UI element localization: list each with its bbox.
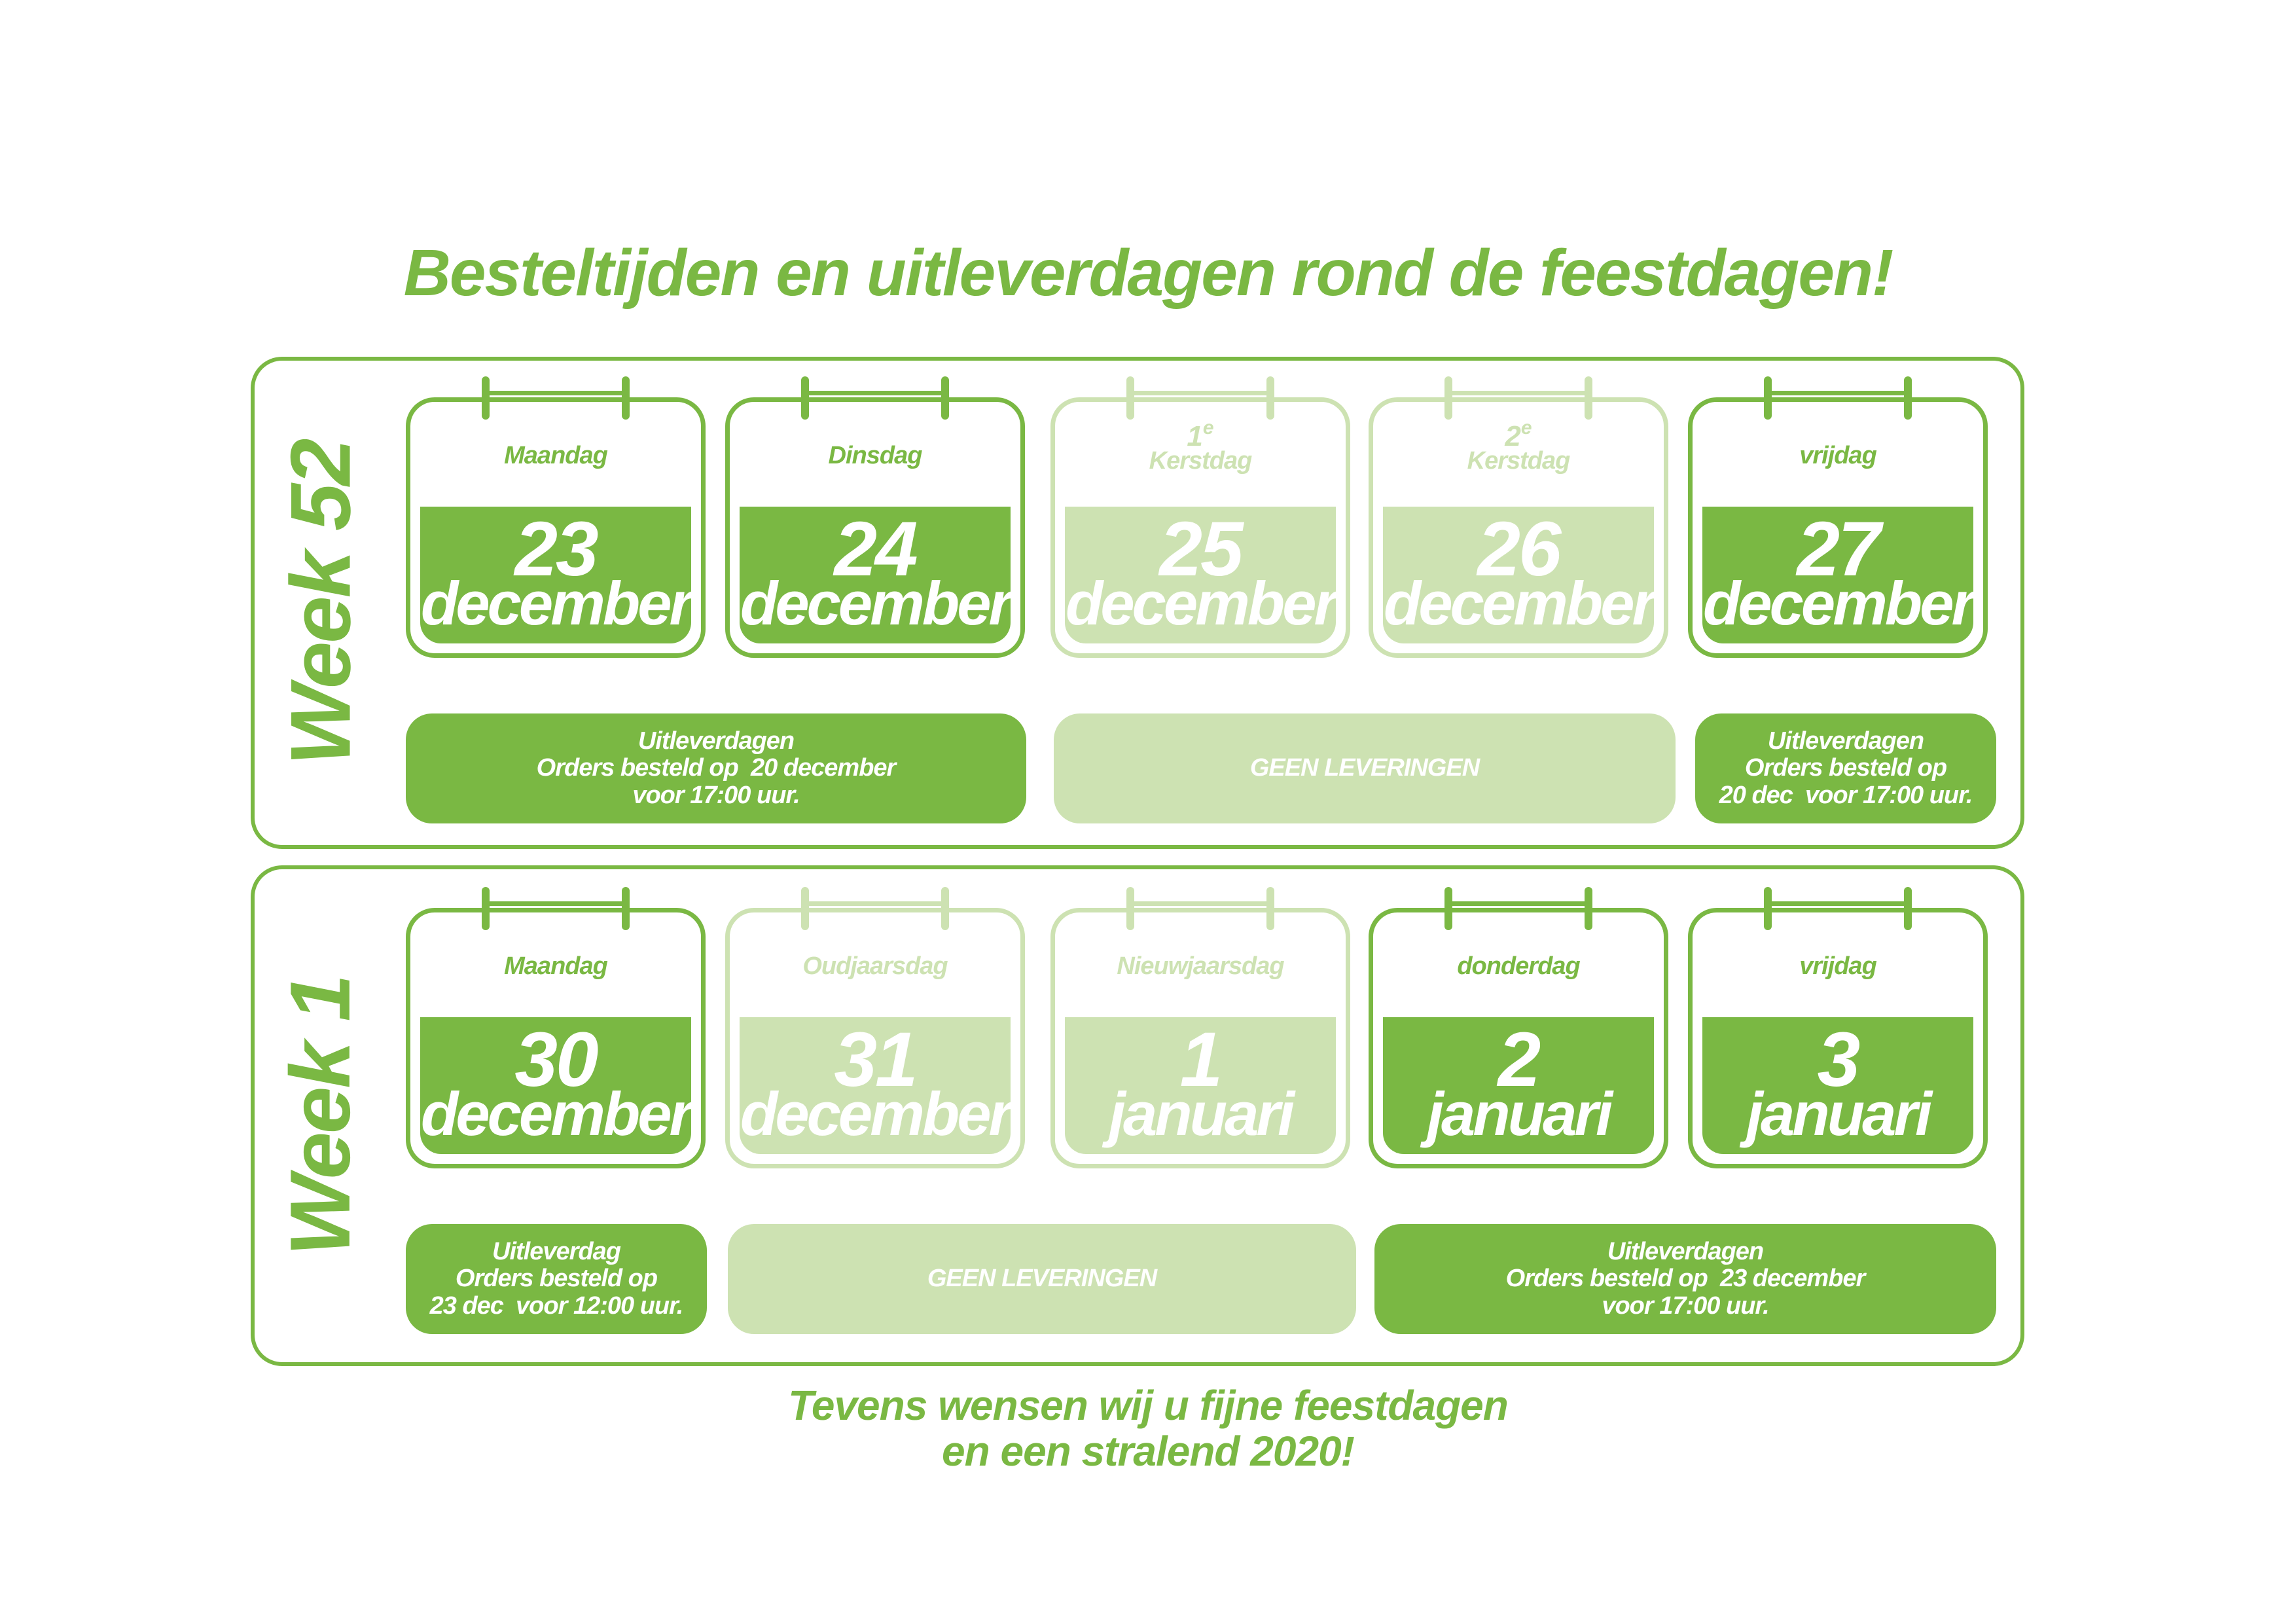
weekday-label: Maandag (504, 442, 607, 469)
delivery-note (1374, 1224, 1996, 1334)
note-line: Uitleverdag (492, 1238, 620, 1266)
weekday-label: Dinsdag (828, 442, 922, 469)
calendar-day (1688, 887, 1988, 1168)
holiday-ordinal-suffix: e (1520, 417, 1532, 439)
weekday-label: donderdag (1457, 952, 1580, 980)
day-number: 26 (1477, 506, 1560, 592)
no-delivery-note (728, 1224, 1356, 1334)
day-number: 2 (1498, 1017, 1539, 1103)
weekday-label: vrijdag (1799, 952, 1876, 980)
month-label: januari (1108, 1079, 1293, 1148)
note-line: Orders besteld op (455, 1265, 658, 1293)
delivery-note (406, 713, 1026, 823)
calendar-binding (1452, 391, 1585, 395)
month-label: december (1383, 569, 1654, 638)
calendar-ring-icon (1904, 887, 1912, 930)
calendar-binding (490, 901, 622, 906)
holiday-label (1369, 417, 1668, 475)
calendar-ring-icon (1904, 376, 1912, 420)
weekday-label: Oudjaarsdag (802, 952, 948, 980)
day-number: 31 (834, 1017, 916, 1103)
week-label (255, 869, 386, 1362)
calendar-ring-icon (622, 887, 630, 930)
calendar-ring-icon (1266, 376, 1274, 420)
delivery-note (1695, 713, 1996, 823)
no-delivery-note (1054, 713, 1676, 823)
footer-greeting (0, 1382, 2296, 1475)
note-line: 23 dec voor 12:00 uur. (429, 1291, 683, 1320)
calendar-binding (809, 391, 941, 395)
calendar-ring-icon (482, 376, 490, 420)
calendar-ring-icon (622, 376, 630, 420)
calendar-day-holiday (1050, 887, 1350, 1168)
day-number: 23 (514, 506, 597, 592)
month-label: december (420, 1079, 691, 1148)
calendar-ring-icon (1764, 887, 1772, 930)
calendar-ring-icon (801, 376, 809, 420)
note-line: voor 17:00 uur. (1602, 1291, 1769, 1320)
calendar-binding (1134, 901, 1266, 906)
calendar-ring-icon (1585, 887, 1592, 930)
day-number: 27 (1797, 506, 1879, 592)
weekday-label: vrijdag (1799, 442, 1876, 469)
calendar-ring-icon (1764, 376, 1772, 420)
holiday-name: Kerstdag (1149, 447, 1252, 475)
holiday-ordinal: 1 (1187, 420, 1203, 452)
calendar-ring-icon (941, 376, 949, 420)
month-label: december (740, 1079, 1011, 1148)
holiday-label (1050, 417, 1350, 475)
calendar-ring-icon (1444, 376, 1452, 420)
delivery-note (406, 1224, 707, 1334)
calendar-ring-icon (1266, 887, 1274, 930)
calendar-ring-icon (1126, 376, 1134, 420)
holiday-name: Kerstdag (1467, 447, 1570, 475)
holiday-ordinal: 2 (1505, 420, 1521, 452)
month-label: december (740, 569, 1011, 638)
calendar-binding (1772, 901, 1904, 906)
calendar-day-holiday (1050, 376, 1350, 658)
calendar-binding (809, 901, 941, 906)
calendar-ring-icon (801, 887, 809, 930)
calendar-binding (1772, 391, 1904, 395)
month-label: januari (1746, 1079, 1930, 1148)
note-line: Orders besteld op 20 december (536, 754, 896, 782)
page-title: Besteltijden en uitleverdagen rond de feestdagen! (403, 236, 1893, 310)
week-label-text: Week 52 (272, 440, 368, 766)
holiday-ordinal-suffix: e (1202, 417, 1214, 439)
month-label: december (1702, 569, 1973, 638)
calendar-day (1369, 887, 1668, 1168)
calendar-day (406, 376, 706, 658)
calendar-ring-icon (482, 887, 490, 930)
calendar-ring-icon (1444, 887, 1452, 930)
note-line: Orders besteld op 23 december (1505, 1265, 1865, 1293)
footer-line: en een stralend 2020! (942, 1428, 1354, 1475)
calendar-day-holiday (1369, 376, 1668, 658)
calendar-ring-icon (1126, 887, 1134, 930)
note-line: Uitleverdagen (1767, 727, 1924, 755)
week-label (255, 361, 386, 845)
day-number: 1 (1179, 1017, 1221, 1103)
calendar-day-holiday (725, 887, 1025, 1168)
calendar-day (406, 887, 706, 1168)
calendar-day (725, 376, 1025, 658)
note-line: Uitleverdagen (637, 727, 795, 755)
month-label: december (420, 569, 691, 638)
weekday-label: Nieuwjaarsdag (1117, 952, 1284, 980)
calendar-ring-icon (1585, 376, 1592, 420)
month-label: december (1065, 569, 1336, 638)
weekday-label: Maandag (504, 952, 607, 980)
day-number: 3 (1817, 1017, 1859, 1103)
calendar-binding (1452, 901, 1585, 906)
note-line: GEEN LEVERINGEN (927, 1265, 1157, 1293)
week-label-text: Week 1 (272, 975, 368, 1256)
calendar-binding (1134, 391, 1266, 395)
note-line: GEEN LEVERINGEN (1249, 754, 1480, 782)
calendar-ring-icon (941, 887, 949, 930)
note-line: 20 dec voor 17:00 uur. (1719, 781, 1973, 809)
day-number: 30 (514, 1017, 597, 1103)
day-number: 25 (1159, 506, 1242, 592)
month-label: januari (1426, 1079, 1611, 1148)
note-line: voor 17:00 uur. (632, 781, 800, 809)
calendar-day (1688, 376, 1988, 658)
calendar-binding (490, 391, 622, 395)
day-number: 24 (834, 506, 916, 592)
note-line: Uitleverdagen (1607, 1238, 1764, 1266)
note-line: Orders besteld op (1744, 754, 1947, 782)
footer-line: Tevens wensen wij u fijne feestdagen (788, 1382, 1508, 1429)
